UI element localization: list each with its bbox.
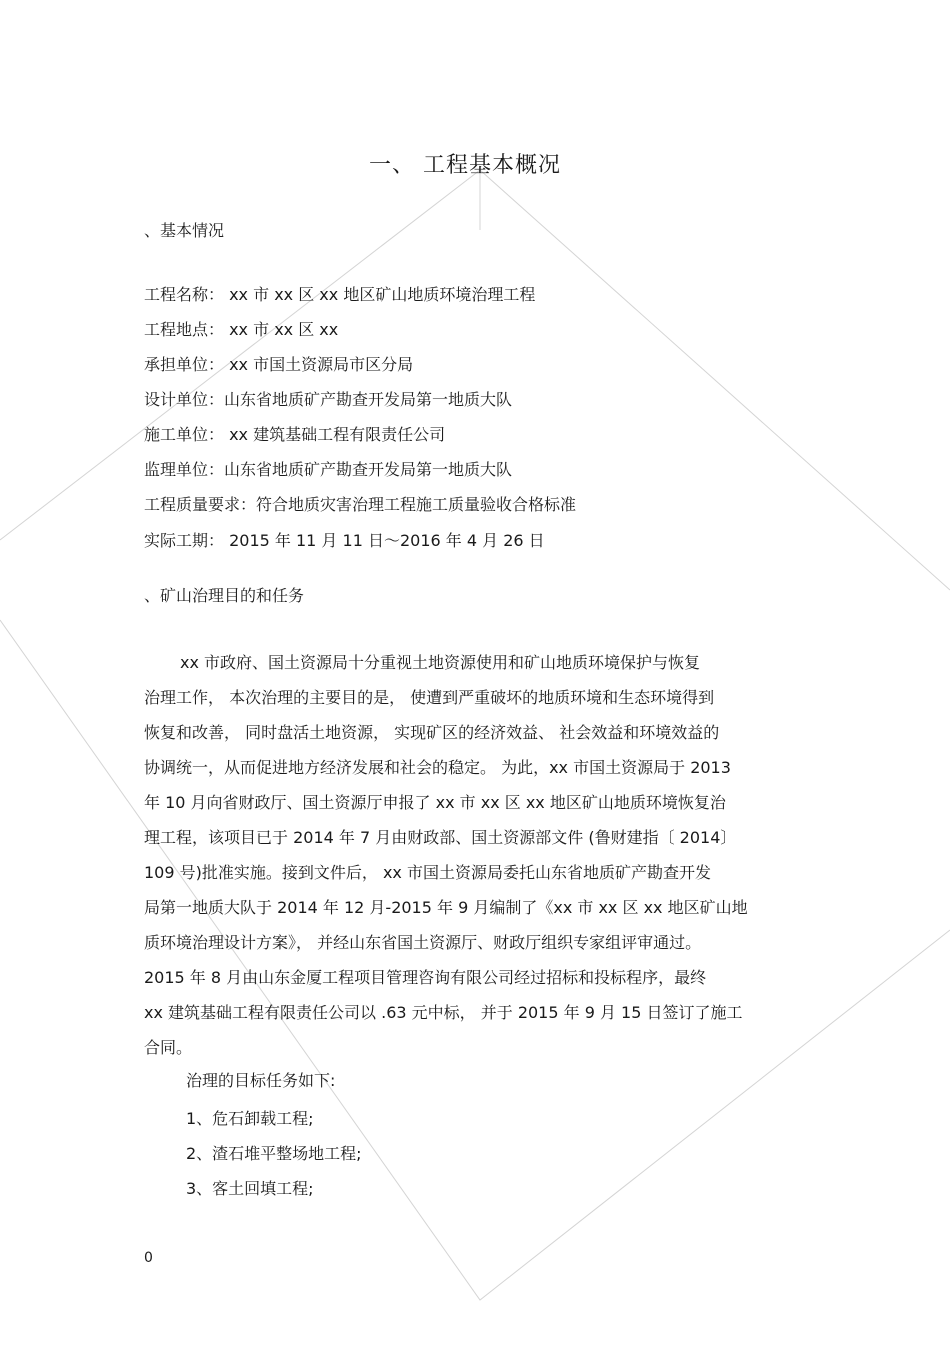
paragraph-line: 109 号)批准实施。接到文件后， xx 市国土资源局委托山东省地质矿产勘查开发 [144, 863, 711, 882]
section-heading-purpose: 、矿山治理目的和任务 [144, 586, 305, 605]
paragraph-line: 局第一地质大队于 2014 年 12 月-2015 年 9 月编制了《xx 市 xx 区 xx 地区矿山地 [144, 898, 748, 917]
tasks-intro: 治理的目标任务如下: [186, 1071, 336, 1090]
info-quality-requirement: 工程质量要求：符合地质灾害治理工程施工质量验收合格标准 [144, 495, 577, 514]
task-item: 2、渣石堆平整场地工程; [186, 1144, 362, 1163]
info-project-name: 工程名称： xx 市 xx 区 xx 地区矿山地质环境治理工程 [144, 285, 536, 304]
paragraph-line: 恢复和改善， 同时盘活土地资源， 实现矿区的经济效益、 社会效益和环境效益的 [144, 723, 720, 742]
paragraph-line: 年 10 月向省财政厅、国土资源厅申报了 xx 市 xx 区 xx 地区矿山地质环境恢复治 [144, 793, 726, 812]
paragraph-line: xx 建筑基础工程有限责任公司以 .63 元中标， 并于 2015 年 9 月 15 日签订了施工 [144, 1003, 743, 1022]
info-design-unit: 设计单位：山东省地质矿产勘查开发局第一地质大队 [144, 390, 513, 409]
info-project-location: 工程地点： xx 市 xx 区 xx [144, 320, 339, 339]
purpose-paragraph [144, 645, 814, 1065]
info-supervision-unit: 监理单位：山东省地质矿产勘查开发局第一地质大队 [144, 460, 513, 479]
info-undertaking-unit: 承担单位： xx 市国土资源局市区分局 [144, 355, 414, 374]
section-heading-basic: 、基本情况 [144, 221, 225, 240]
page-title: 一、 工程基本概况 [369, 153, 561, 178]
paragraph-line: 合同。 [144, 1038, 193, 1057]
task-item: 1、危石卸载工程; [186, 1109, 314, 1128]
page-number: 0 [144, 1250, 153, 1266]
paragraph-line: 协调统一，从而促进地方经济发展和社会的稳定。 为此，xx 市国土资源局于 2013 [144, 758, 731, 777]
paragraph-line: 2015 年 8 月由山东金厦工程项目管理咨询有限公司经过招标和投标程序，最终 [144, 968, 707, 987]
paragraph-line: xx 市政府、国土资源局十分重视土地资源使用和矿山地质环境保护与恢复 [180, 653, 701, 672]
paragraph-line: 质环境治理设计方案》， 并经山东省国土资源厅、财政厅组织专家组评审通过。 [144, 933, 702, 952]
info-actual-duration: 实际工期： 2015 年 11 月 11 日～2016 年 4 月 26 日 [144, 531, 545, 550]
paragraph-line: 理工程，该项目已于 2014 年 7 月由财政部、国土资源部文件 (鲁财建指〔 2014〕 [144, 828, 737, 847]
info-construction-unit: 施工单位： xx 建筑基础工程有限责任公司 [144, 425, 446, 444]
task-item: 3、客土回填工程; [186, 1179, 314, 1198]
paragraph-line: 治理工作， 本次治理的主要目的是， 使遭到严重破坏的地质环境和生态环境得到 [144, 688, 715, 707]
